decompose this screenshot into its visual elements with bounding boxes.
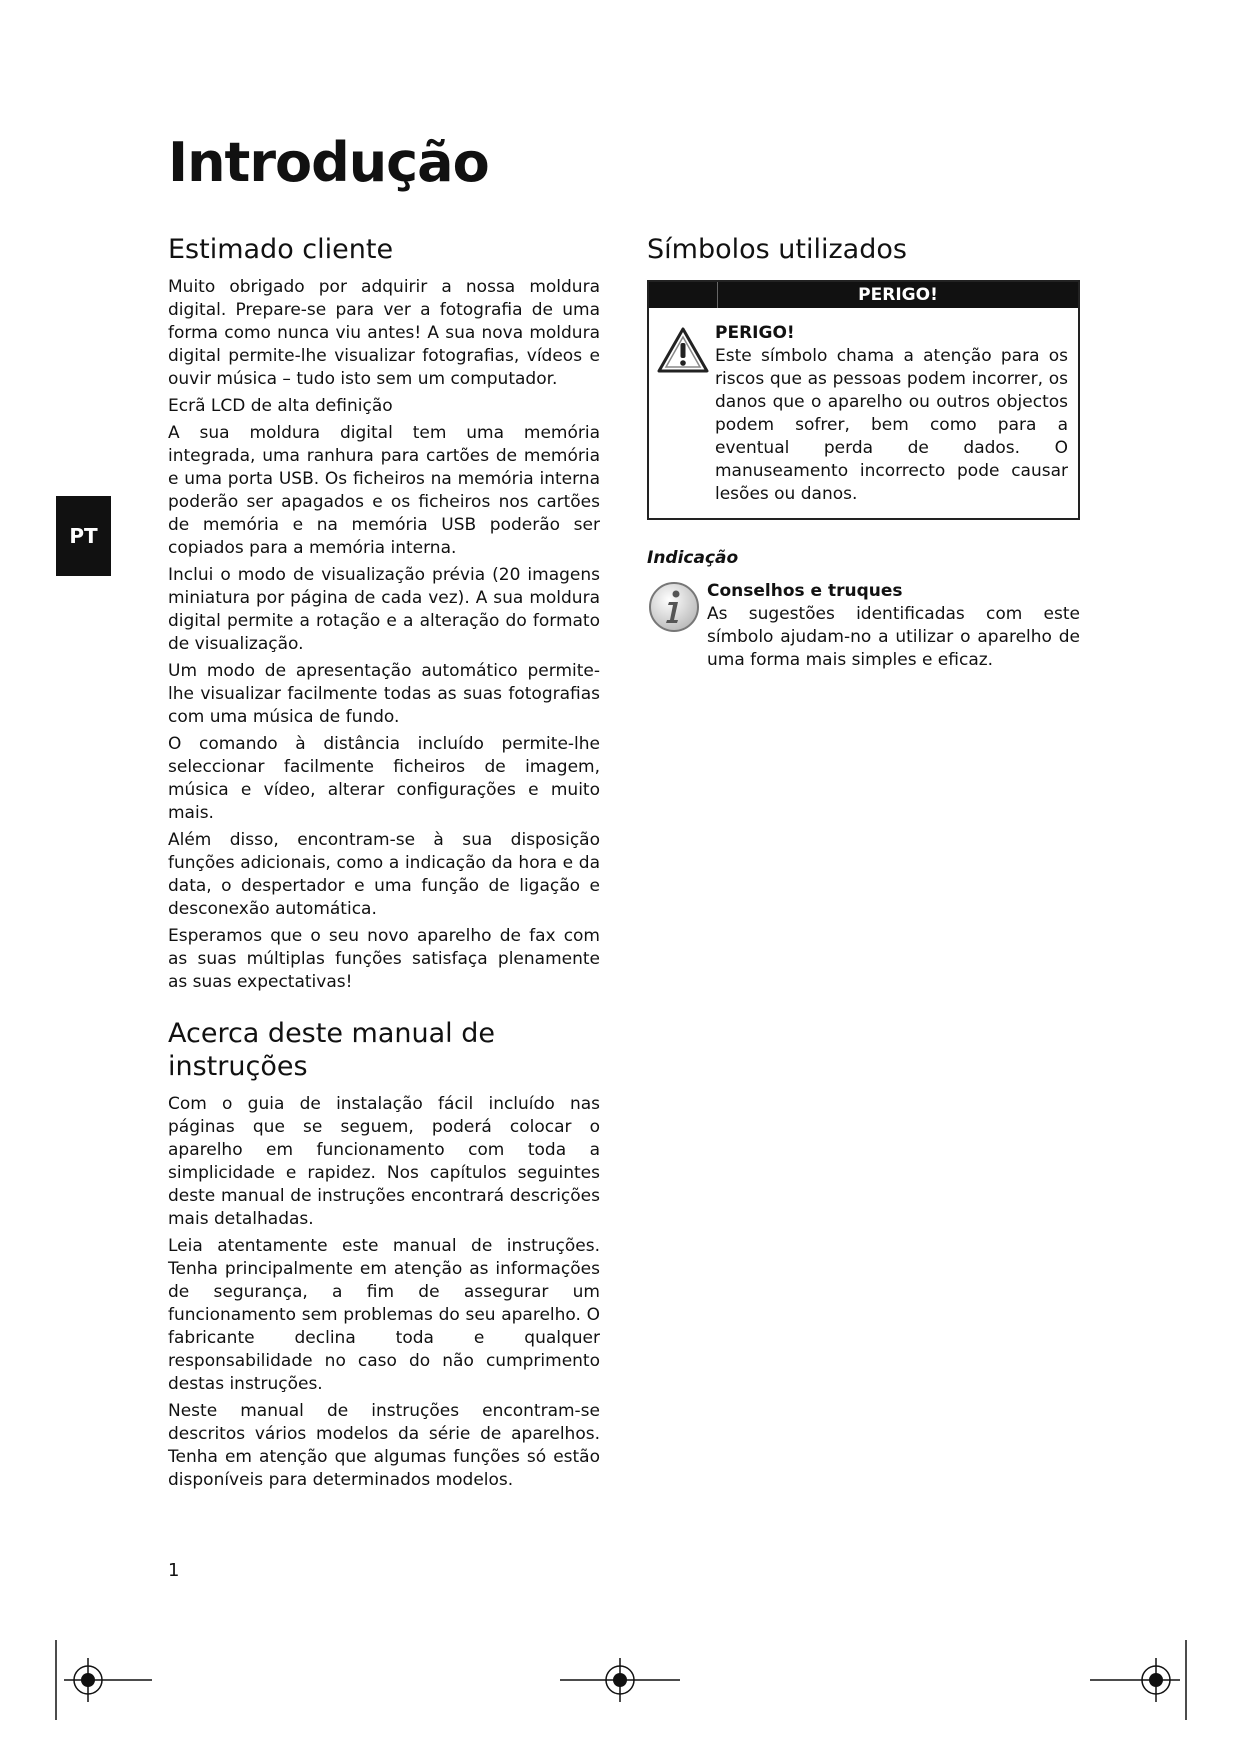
warning-title: PERIGO! [715, 323, 795, 344]
paragraph: Esperamos que o seu novo aparelho de fax com as suas múltiplas funções satisfaça plenamente as suas expectativas! [168, 926, 600, 993]
paragraph: Além disso, encontram-se à sua disposição funções adicionais, como a indicação da hora e da data, o despertador e uma função de ligação e desconexão automática. [168, 830, 600, 920]
language-tab: PT [56, 496, 111, 576]
paragraph: Muito obrigado por adquirir a nossa moldura digital. Prepare-se para ver a fotografia de uma forma como nunca viu antes! A sua nova moldura digital permite-lhe visualizar fotografias, vídeos e ouvir música – tudo isto sem um computador. [168, 277, 600, 390]
paragraph: O comando à distância incluído permite-lhe seleccionar facilmente ficheiros de imagem, música e vídeo, alterar configurações e muito mais. [168, 734, 600, 824]
paragraph: Inclui o modo de visualização prévia (20 imagens miniatura por página de cada vez). A sua moldura digital permite a rotação e a alteração do formato de visualização. [168, 565, 600, 655]
warning-box [647, 280, 1080, 520]
left-column [168, 234, 600, 1496]
paragraph: Com o guia de instalação fácil incluído nas páginas que se seguem, poderá colocar o aparelho em funcionamento com toda a simplicidade e rapidez. Nos capítulos seguintes deste manual de instruções encontrará descrições mais detalhadas. [168, 1094, 600, 1230]
section-heading-estimado-cliente: Estimado cliente [168, 234, 394, 265]
warning-header-label: PERIGO! [858, 285, 938, 306]
warning-text: Este símbolo chama a atenção para os riscos que as pessoas podem incorrer, os danos que o aparelho ou outros objectos podem sofrer, bem como para a eventual perda de dados. O manuseamento incorrecto pode causar lesões ou danos. [715, 346, 1068, 505]
crop-mark-left-icon [54, 1640, 154, 1720]
note-box [647, 580, 1080, 676]
paragraph: Neste manual de instruções encontram-se descritos vários modelos da série de aparelhos. Tenha em atenção que algumas funções só estão disponíveis para determinados modelos. [168, 1401, 600, 1491]
warning-triangle-icon [657, 322, 715, 510]
section-heading-acerca-manual: Acerca deste manual de instruções [168, 1018, 495, 1082]
section-heading-simbolos: Símbolos utilizados [647, 234, 907, 265]
paragraph: A sua moldura digital tem uma memória integrada, uma ranhura para cartões de memória e uma porta USB. Os ficheiros na memória interna poderão ser apagados e os ficheiros nos cartões de memória e na memória USB poderão ser copiados para a memória interna. [168, 423, 600, 559]
crop-mark-center-icon [560, 1640, 680, 1720]
paragraph: Um modo de apresentação automático permite-lhe visualizar facilmente todas as suas fotografias com uma música de fundo. [168, 661, 600, 728]
page-number: 1 [168, 1560, 180, 1581]
page-title: Introdução [168, 131, 489, 194]
paragraph: Ecrã LCD de alta definição [168, 396, 393, 417]
right-column [647, 234, 1080, 676]
note-text: As sugestões identificadas com este símbolo ajudam-no a utilizar o aparelho de uma forma mais simples e eficaz. [707, 604, 1080, 671]
paragraph: Leia atentamente este manual de instruções. Tenha principalmente em atenção as informações de segurança, a fim de assegurar um funcionamento sem problemas do seu aparelho. O fabricante declina toda e qualquer responsabilidade no caso do não cumprimento destas instruções. [168, 1236, 600, 1395]
note-title: Conselhos e truques [707, 581, 903, 602]
warning-header [649, 282, 1078, 308]
note-label: Indicação [647, 548, 739, 569]
crop-mark-right-icon [1090, 1640, 1190, 1720]
info-icon [647, 580, 707, 676]
